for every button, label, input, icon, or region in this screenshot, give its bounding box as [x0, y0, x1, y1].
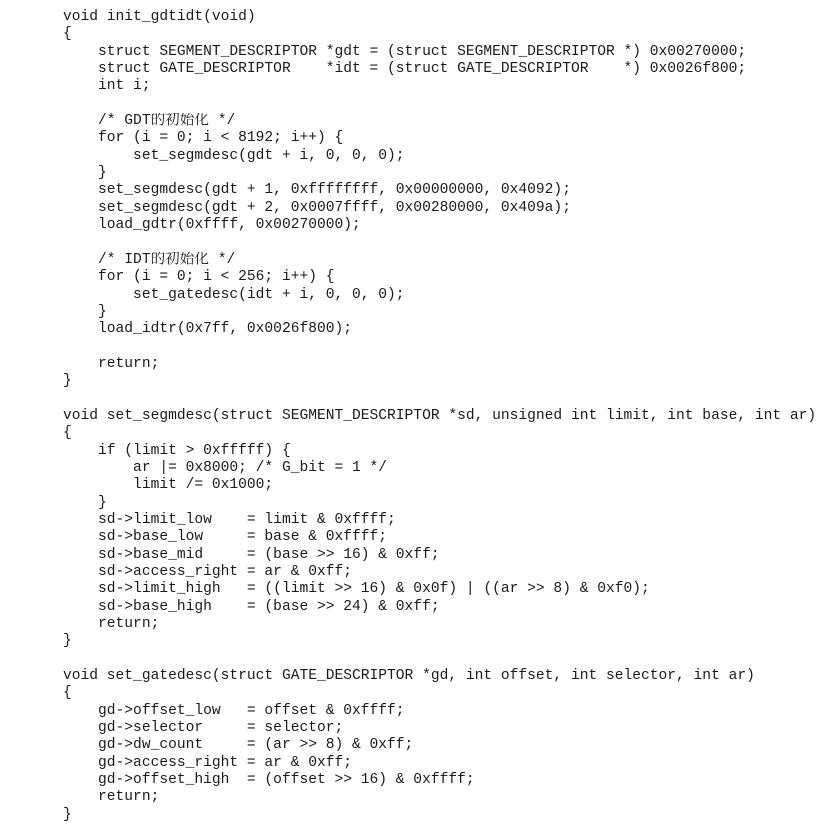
code-line: struct GATE_DESCRIPTOR *idt = (struct GATE_DESCRIPTOR *) 0x0026f800;: [63, 61, 747, 78]
code-line: sd->limit_high = ((limit >> 16) & 0x0f) | ((ar >> 8) & 0xf0);: [63, 581, 650, 598]
code-line: {: [63, 425, 72, 442]
code-line: sd->limit_low = limit & 0xffff;: [63, 511, 396, 528]
code-line: {: [63, 26, 72, 43]
code-line: [63, 651, 824, 668]
code-line: if (limit > 0xfffff) {: [63, 442, 291, 459]
code-line: sd->access_right = ar & 0xff;: [63, 564, 353, 580]
code-line: }: [63, 165, 107, 182]
code-line: limit /= 0x1000;: [63, 477, 274, 494]
code-line: gd->access_right = ar & 0xff;: [63, 754, 353, 771]
code-line: set_segmdesc(gdt + 2, 0x0007ffff, 0x00280000, 0x409a);: [63, 199, 571, 216]
code-line: void init_gdtidt(void): [63, 9, 256, 25]
code-line: set_segmdesc(gdt + 1, 0xffffffff, 0x00000000, 0x4092);: [63, 182, 571, 199]
code-line: set_gatedesc(idt + i, 0, 0, 0);: [63, 286, 405, 303]
code-line: for (i = 0; i < 256; i++) {: [63, 269, 335, 286]
code-line: load_idtr(0x7ff, 0x0026f800);: [63, 321, 353, 338]
code-line: }: [63, 303, 107, 320]
code-line: [63, 339, 824, 356]
code-line: sd->base_high = (base >> 24) & 0xff;: [63, 598, 440, 615]
code-line: }: [63, 806, 72, 823]
code-line: void set_gatedesc(struct GATE_DESCRIPTOR *gd, int offset, int selector, int ar): [63, 668, 755, 685]
code-line: gd->offset_low = offset & 0xffff;: [63, 702, 405, 719]
code-line: set_segmdesc(gdt + i, 0, 0, 0);: [63, 147, 405, 164]
code-line: [63, 234, 824, 251]
code-line: [63, 96, 824, 113]
code-line: }: [63, 633, 72, 650]
code-line: sd->base_low = base & 0xffff;: [63, 529, 388, 546]
code-line: return;: [63, 355, 160, 372]
code-line: struct SEGMENT_DESCRIPTOR *gdt = (struct SEGMENT_DESCRIPTOR *) 0x00270000;: [63, 43, 747, 60]
code-listing: [63, 9, 824, 824]
code-comment-line: /* IDT的初始化 */: [63, 251, 236, 268]
code-line: load_gdtr(0xffff, 0x00270000);: [63, 217, 361, 234]
code-line: return;: [63, 789, 160, 806]
code-line: void set_segmdesc(struct SEGMENT_DESCRIPTOR *sd, unsigned int limit, int base, int ar): [63, 407, 817, 424]
code-line: for (i = 0; i < 8192; i++) {: [63, 130, 344, 147]
code-line: [63, 391, 824, 408]
code-line: sd->base_mid = (base >> 16) & 0xff;: [63, 546, 440, 563]
code-line: gd->selector = selector;: [63, 720, 344, 737]
code-line: ar |= 0x8000; /* G_bit = 1 */: [63, 459, 388, 476]
code-line: {: [63, 685, 72, 702]
code-line: gd->offset_high = (offset >> 16) & 0xffff;: [63, 772, 475, 789]
code-line: int i;: [63, 78, 151, 95]
code-line: }: [63, 373, 72, 390]
code-comment-line: /* GDT的初始化 */: [63, 113, 236, 130]
code-line: }: [63, 494, 107, 511]
code-line: gd->dw_count = (ar >> 8) & 0xff;: [63, 737, 414, 754]
code-line: return;: [63, 616, 160, 633]
